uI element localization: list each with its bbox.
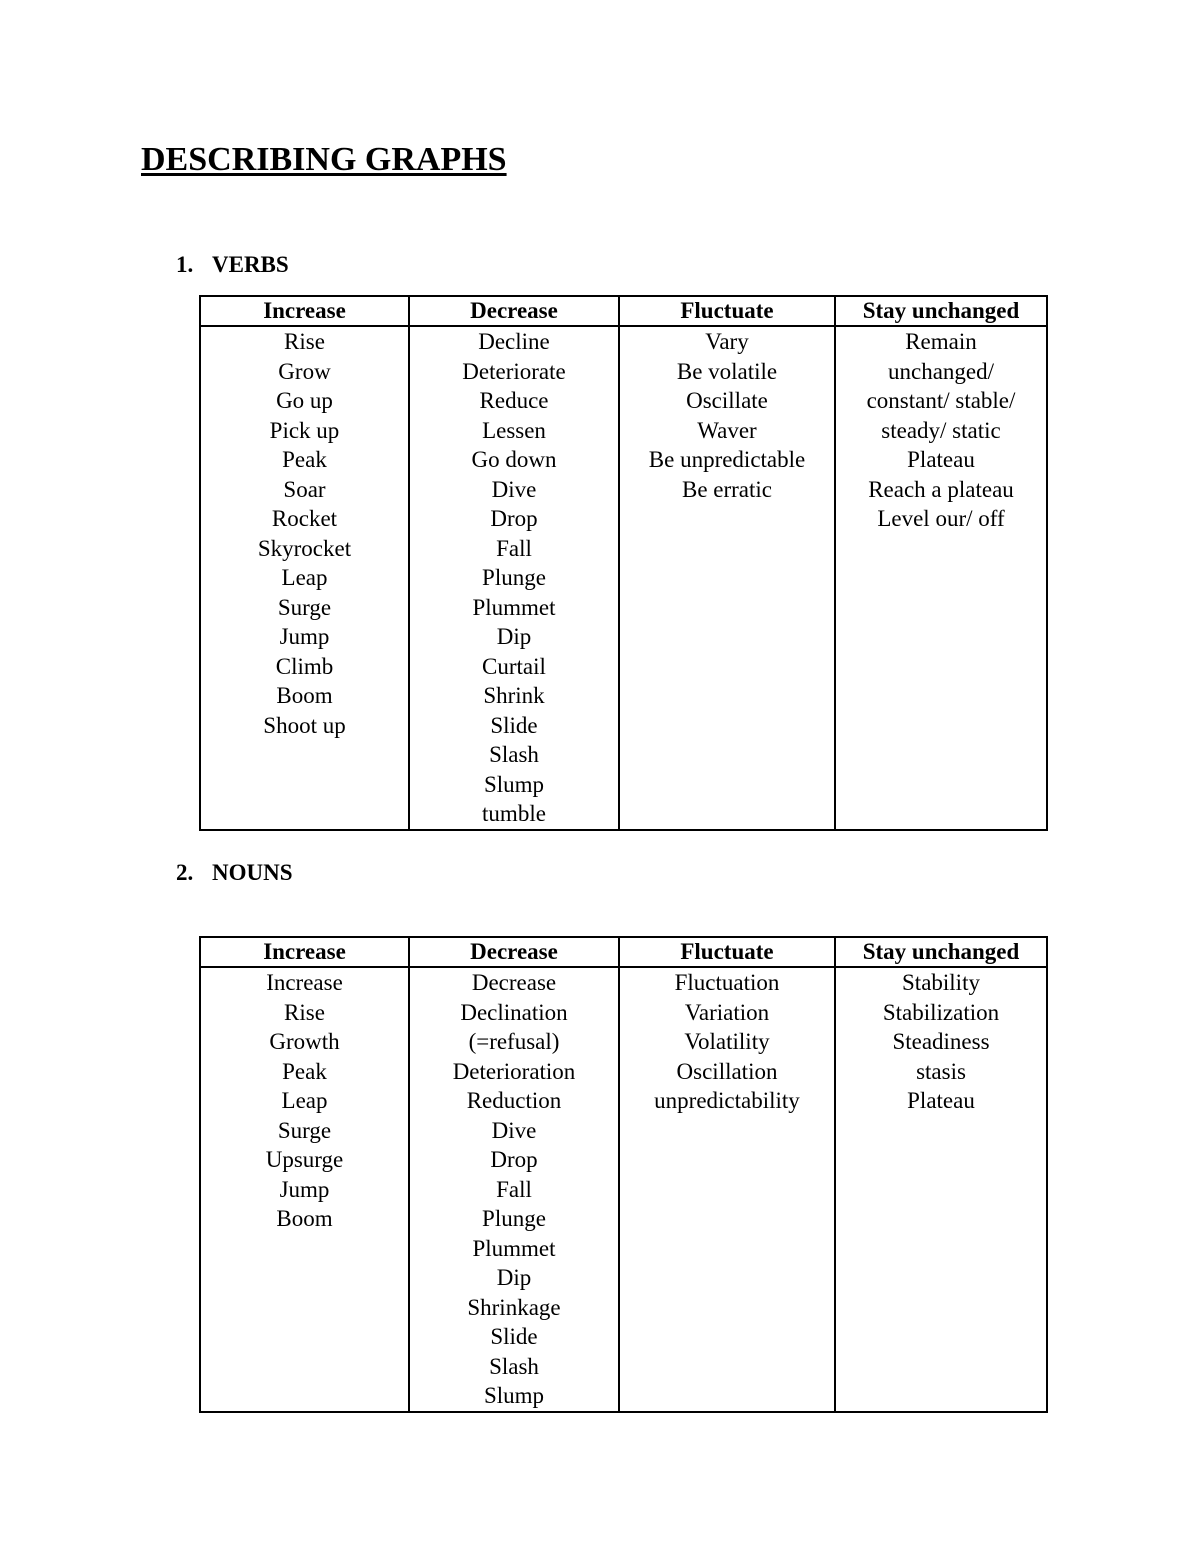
word-item: Dip <box>496 1265 532 1290</box>
word-item: Surge <box>277 594 332 620</box>
word-item: Increase <box>266 970 343 995</box>
word-item: Fall <box>496 1176 532 1202</box>
word-item: Volatility <box>684 1029 770 1054</box>
word-item: (=refusal) <box>468 1029 560 1054</box>
column-header-decrease: Decrease <box>409 296 619 326</box>
word-item: Plummet <box>472 1235 556 1261</box>
verbs-table <box>199 295 1048 831</box>
table-header-row <box>200 296 1047 326</box>
word-item: Slash <box>489 742 539 767</box>
word-item: Plummet <box>472 594 556 620</box>
word-item: Deterioration <box>452 1058 576 1084</box>
word-item: Growth <box>269 1029 340 1054</box>
section-title: VERBS <box>212 252 289 277</box>
word-item: Climb <box>275 653 334 679</box>
column-header-decrease: Decrease <box>409 937 619 967</box>
section-heading-verbs <box>176 251 289 279</box>
word-item: Peak <box>282 447 327 472</box>
word-item: Grow <box>278 358 331 384</box>
word-item: Jump <box>279 1176 330 1202</box>
word-item: Leap <box>281 565 328 590</box>
column-header-stay-unchanged: Stay unchanged <box>835 937 1047 967</box>
column-cell-decrease <box>409 967 619 1412</box>
word-item: steady/ static <box>881 417 1001 443</box>
word-item: Shoot up <box>263 712 346 738</box>
word-item: Plunge <box>482 565 546 590</box>
column-header-fluctuate: Fluctuate <box>619 296 835 326</box>
word-item: Leap <box>281 1088 328 1113</box>
word-item: Reach a plateau <box>868 476 1014 502</box>
word-item: Pick up <box>269 417 340 443</box>
word-item: Vary <box>705 329 749 354</box>
word-item: Steadiness <box>892 1029 990 1054</box>
table-row <box>200 326 1047 830</box>
word-item: Drop <box>490 1147 538 1172</box>
word-list <box>201 327 408 740</box>
word-item: Level our/ off <box>877 506 1005 531</box>
word-item: Rocket <box>271 506 338 531</box>
word-item: Stability <box>902 970 980 995</box>
word-item: Peak <box>282 1058 327 1084</box>
column-cell-decrease <box>409 326 619 830</box>
word-item: Decrease <box>471 970 557 995</box>
word-list <box>836 327 1046 534</box>
word-item: Go up <box>276 388 333 413</box>
word-list <box>410 968 618 1411</box>
word-item: Shrink <box>483 683 545 708</box>
word-item: Plunge <box>482 1206 546 1231</box>
column-cell-fluctuate <box>619 326 835 830</box>
table-header-row <box>200 937 1047 967</box>
word-list <box>410 327 618 829</box>
table-row <box>200 967 1047 1412</box>
word-item: Be unpredictable <box>648 447 806 472</box>
word-item: unpredictability <box>654 1088 800 1113</box>
column-header-increase: Increase <box>200 937 409 967</box>
word-item: Fall <box>496 535 532 561</box>
word-item: Slash <box>489 1353 539 1379</box>
word-item: Plateau <box>907 447 975 472</box>
section-title: NOUNS <box>212 860 293 885</box>
word-item: Lessen <box>482 417 546 443</box>
column-header-stay-unchanged: Stay unchanged <box>835 296 1047 326</box>
word-item: Rise <box>284 999 325 1025</box>
word-item: Go down <box>471 447 557 472</box>
word-item: Fluctuation <box>674 970 780 995</box>
word-item: Soar <box>283 476 326 502</box>
word-item: constant/ stable/ <box>866 388 1016 413</box>
column-cell-increase <box>200 967 409 1412</box>
word-item: Remain <box>905 329 977 354</box>
section-number: 2. <box>176 860 194 885</box>
word-item: Slump <box>483 771 545 797</box>
word-list <box>836 968 1046 1116</box>
section-heading-nouns <box>176 859 293 887</box>
word-list <box>201 968 408 1234</box>
word-item: Shrinkage <box>467 1294 561 1320</box>
word-item: Reduction <box>466 1088 562 1113</box>
word-item: Oscillation <box>676 1058 778 1084</box>
column-cell-stay-unchanged <box>835 967 1047 1412</box>
column-cell-increase <box>200 326 409 830</box>
word-item: Surge <box>277 1117 332 1143</box>
word-item: Reduce <box>479 388 549 413</box>
word-item: Jump <box>279 624 330 649</box>
word-item: Declination <box>460 999 568 1025</box>
word-item: Drop <box>490 506 538 531</box>
word-item: Skyrocket <box>257 535 352 561</box>
word-item: Boom <box>276 1206 333 1231</box>
word-list <box>620 968 834 1116</box>
column-header-fluctuate: Fluctuate <box>619 937 835 967</box>
word-item: Curtail <box>482 653 546 679</box>
word-item: Upsurge <box>265 1147 344 1172</box>
word-item: Slide <box>490 712 538 738</box>
word-item: Slide <box>490 1324 538 1349</box>
nouns-table <box>199 936 1048 1413</box>
word-item: Decline <box>478 329 550 354</box>
word-item: unchanged/ <box>887 358 994 384</box>
word-item: Be volatile <box>676 358 778 384</box>
word-item: Dip <box>496 624 532 649</box>
word-item: tumble <box>482 801 546 826</box>
word-item: Deteriorate <box>462 358 566 384</box>
word-item: Boom <box>276 683 333 708</box>
word-item: Plateau <box>907 1088 975 1113</box>
column-cell-stay-unchanged <box>835 326 1047 830</box>
document-title: DESCRIBING GRAPHS <box>141 141 507 178</box>
word-item: Dive <box>491 1117 537 1143</box>
word-item: stasis <box>916 1058 966 1084</box>
column-cell-fluctuate <box>619 967 835 1412</box>
column-header-increase: Increase <box>200 296 409 326</box>
word-item: Oscillate <box>686 388 768 413</box>
word-item: Waver <box>697 417 757 443</box>
word-item: Variation <box>684 999 770 1025</box>
word-item: Stabilization <box>882 999 1000 1025</box>
word-item: Dive <box>491 476 537 502</box>
word-item: Be erratic <box>681 476 773 502</box>
word-item: Rise <box>284 329 325 354</box>
word-list <box>620 327 834 504</box>
section-number: 1. <box>176 252 194 277</box>
word-item: Slump <box>483 1383 545 1408</box>
